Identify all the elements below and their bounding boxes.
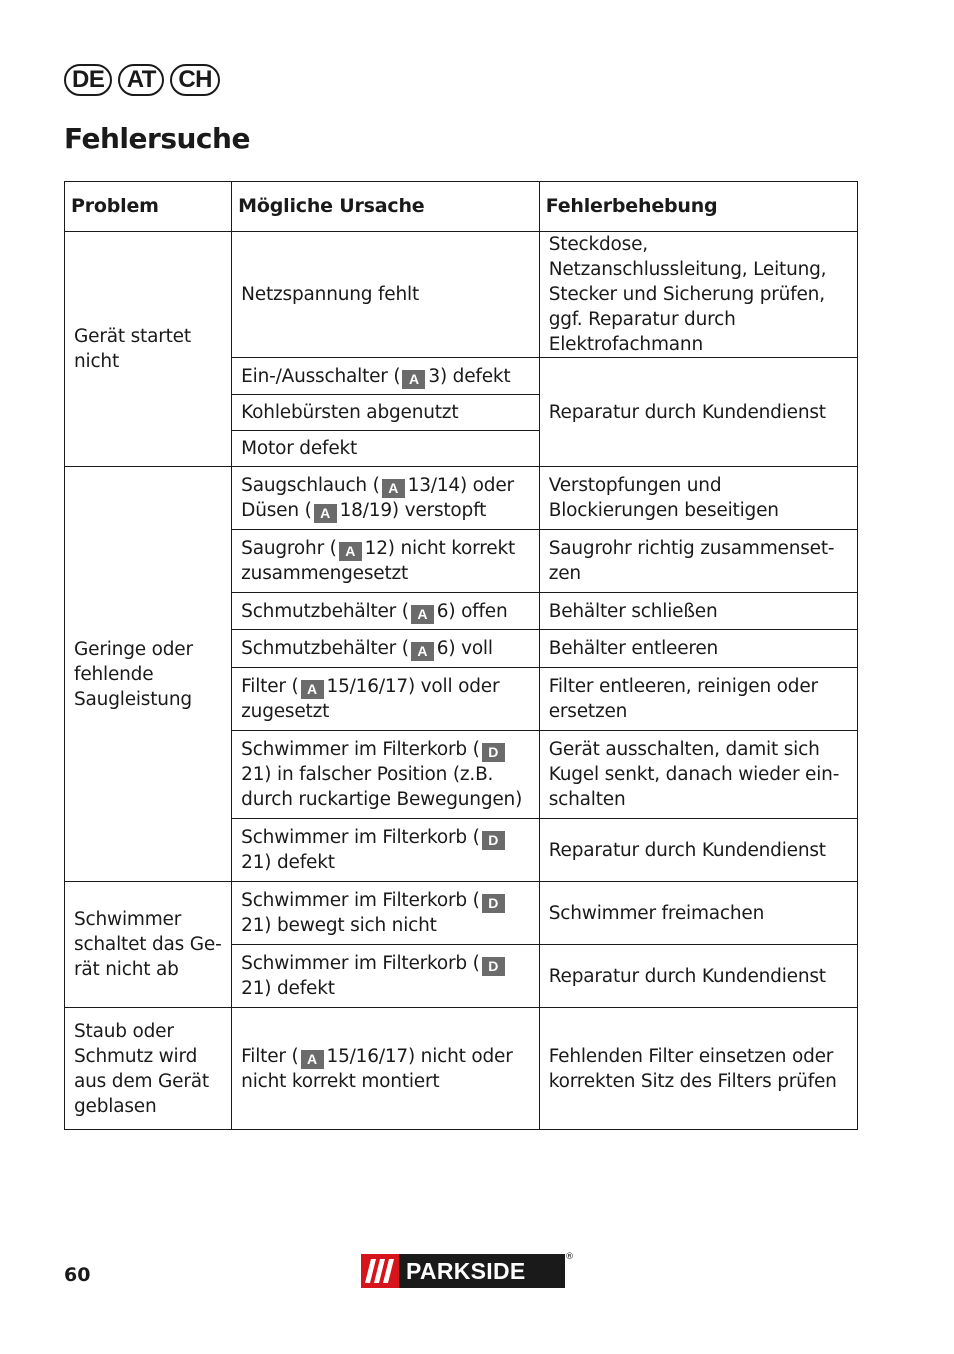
cause-cell: Saugschlauch ( A 13/14) oder Düsen ( A 18/19) verstopft bbox=[232, 467, 540, 530]
cause-cell: Filter ( A 15/16/17) nicht oder nicht korrekt montiert bbox=[232, 1008, 540, 1130]
reference-box-icon: A bbox=[301, 680, 324, 699]
reference-box-icon: A bbox=[314, 504, 337, 523]
cause-cell: Ein-/Ausschalter ( A 3) defekt bbox=[232, 358, 540, 395]
troubleshooting-table bbox=[64, 181, 858, 1130]
reference-box-icon: D bbox=[482, 743, 505, 762]
fix-cell: Fehlenden Filter einsetzen oder korrekten Sitz des Filters prüfen bbox=[539, 1008, 857, 1130]
fix-cell: Behälter schließen bbox=[539, 593, 857, 630]
problem-cell: Gerät startet nicht bbox=[65, 232, 232, 467]
fix-cell: Saugrohr richtig zusammenset-zen bbox=[539, 530, 857, 593]
reference-box-icon: D bbox=[482, 831, 505, 850]
logo-stripes-icon bbox=[365, 1259, 395, 1283]
cause-cell: Netzspannung fehlt bbox=[232, 232, 540, 358]
problem-cell: Schwimmer schaltet das Ge-rät nicht ab bbox=[65, 882, 232, 1008]
table-row bbox=[65, 882, 858, 945]
cause-cell: Schwimmer im Filterkorb ( D21) bewegt sich nicht bbox=[232, 882, 540, 945]
problem-cell: Staub oder Schmutz wird aus dem Gerät geblasen bbox=[65, 1008, 232, 1130]
fix-cell: Steckdose, Netzanschlussleitung, Leitung, Stecker und Sicherung prüfen, ggf. Reparatur durch Elektrofachmann bbox=[539, 232, 857, 358]
brand-wordmark: PARKSIDE bbox=[399, 1254, 565, 1288]
table-row bbox=[65, 1008, 858, 1130]
country-badges bbox=[64, 64, 220, 96]
problem-cell: Geringe oder fehlende Saugleistung bbox=[65, 467, 232, 882]
page-title: Fehlersuche bbox=[64, 122, 250, 155]
reference-box-icon: D bbox=[482, 894, 505, 913]
cause-cell: Saugrohr ( A 12) nicht korrekt zusammengesetzt bbox=[232, 530, 540, 593]
reference-box-icon: A bbox=[382, 479, 405, 498]
table-row bbox=[65, 467, 858, 530]
cause-cell: Filter ( A 15/16/17) voll oder zugesetzt bbox=[232, 668, 540, 731]
page-number: 60 bbox=[64, 1264, 91, 1286]
reference-box-icon: A bbox=[411, 605, 434, 624]
reference-box-icon: A bbox=[402, 370, 425, 389]
fix-cell: Reparatur durch Kundendienst bbox=[539, 945, 857, 1008]
cause-cell: Schwimmer im Filterkorb ( D21) defekt bbox=[232, 819, 540, 882]
column-header-fix: Fehlerbehebung bbox=[539, 182, 857, 232]
cause-cell: Schwimmer im Filterkorb ( D21) in falscher Position (z.B. durch ruckartige Bewegungen) bbox=[232, 731, 540, 819]
fix-cell: Filter entleeren, reinigen oder ersetzen bbox=[539, 668, 857, 731]
table-row bbox=[65, 232, 858, 358]
table-header-row bbox=[65, 182, 858, 232]
fix-cell: Behälter entleeren bbox=[539, 630, 857, 668]
fix-cell: Reparatur durch Kundendienst bbox=[539, 358, 857, 467]
cause-cell: Motor defekt bbox=[232, 431, 540, 467]
reference-box-icon: A bbox=[411, 642, 434, 661]
cause-cell: Schmutzbehälter ( A 6) voll bbox=[232, 630, 540, 668]
fix-cell: Verstopfungen und Blockierungen beseitigen bbox=[539, 467, 857, 530]
country-badge-ch: CH bbox=[170, 64, 220, 96]
fix-cell: Schwimmer freimachen bbox=[539, 882, 857, 945]
cause-cell: Schmutzbehälter ( A 6) offen bbox=[232, 593, 540, 630]
fix-cell: Gerät ausschalten, damit sich Kugel senkt, danach wieder ein-schalten bbox=[539, 731, 857, 819]
column-header-cause: Mögliche Ursache bbox=[232, 182, 540, 232]
fix-cell: Reparatur durch Kundendienst bbox=[539, 819, 857, 882]
country-badge-de: DE bbox=[64, 64, 112, 96]
cause-cell: Kohlebürsten abgenutzt bbox=[232, 395, 540, 431]
parkside-logo bbox=[361, 1252, 574, 1288]
reference-box-icon: A bbox=[339, 542, 362, 561]
reference-box-icon: A bbox=[301, 1050, 324, 1069]
reference-box-icon: D bbox=[482, 957, 505, 976]
column-header-problem: Problem bbox=[65, 182, 232, 232]
country-badge-at: AT bbox=[118, 64, 164, 96]
registered-mark: ® bbox=[565, 1252, 574, 1262]
cause-cell: Schwimmer im Filterkorb ( D21) defekt bbox=[232, 945, 540, 1008]
